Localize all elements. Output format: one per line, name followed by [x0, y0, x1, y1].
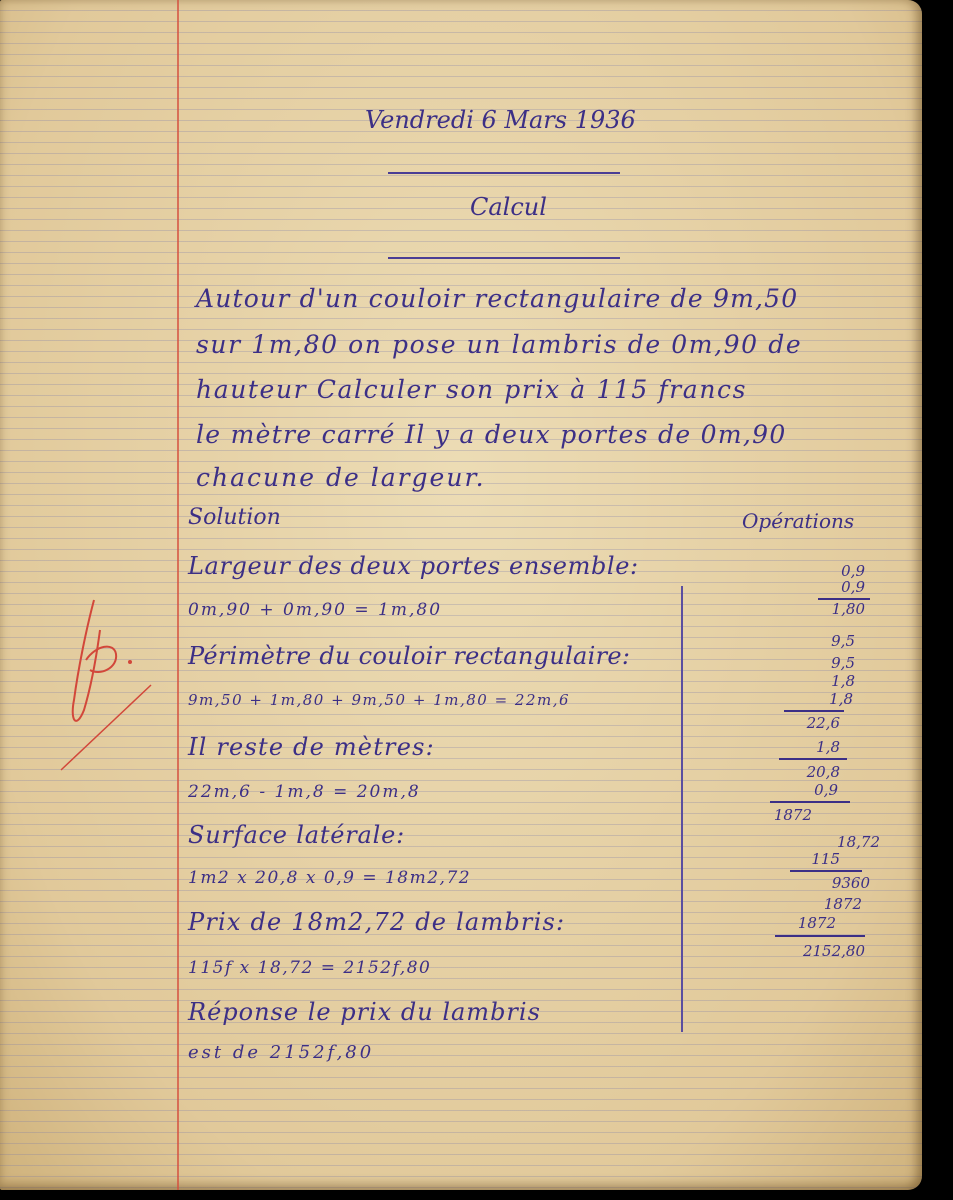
solution-line: 115f x 18,72 = 2152f,80: [188, 958, 432, 978]
operation-value: 1872: [823, 895, 862, 913]
solution-line: Il reste de mètres:: [188, 733, 435, 761]
operation-value: 22,6: [806, 714, 840, 732]
operation-value: 1,8: [831, 672, 855, 690]
problem-line: le mètre carré Il y a deux portes de 0m,90: [196, 420, 787, 449]
solution-line: Périmètre du couloir rectangulaire:: [188, 642, 631, 670]
problem-line: hauteur Calculer son prix à 115 francs: [196, 375, 748, 404]
operation-rule: [779, 758, 847, 760]
problem-line: sur 1m,80 on pose un lambris de 0m,90 de: [196, 330, 803, 359]
solution-line: 0m,90 + 0m,90 = 1m,80: [188, 600, 443, 620]
solution-line: Prix de 18m2,72 de lambris:: [188, 908, 566, 936]
solution-label: Solution: [188, 505, 281, 530]
solution-line: 22m,6 - 1m,8 = 20m,8: [188, 782, 421, 802]
operation-value: 1872: [797, 914, 836, 932]
solution-line: 1m2 x 20,8 x 0,9 = 18m2,72: [188, 868, 472, 888]
operation-value: 0,9: [841, 562, 865, 580]
date-heading: Vendredi 6 Mars 1936: [365, 106, 636, 134]
operation-value: 18,72: [837, 833, 880, 851]
operation-value: 1,8: [829, 690, 853, 708]
solution-line: 9m,50 + 1m,80 + 9m,50 + 1m,80 = 22m,6: [188, 691, 571, 709]
title-rule-bottom: [388, 257, 620, 259]
operation-rule: [784, 710, 844, 712]
title-rule-top: [388, 172, 620, 174]
solution-line: Surface latérale:: [188, 821, 406, 849]
operation-value: 1,80: [831, 600, 865, 618]
problem-line: Autour d'un couloir rectangulaire de 9m,50: [196, 284, 799, 313]
operation-rule: [775, 935, 865, 937]
operation-value: 20,8: [806, 763, 840, 781]
operation-value: 9360: [831, 874, 870, 892]
operation-value: 0,9: [814, 781, 838, 799]
teacher-mark-drawing: [56, 590, 156, 780]
operation-value: 115: [811, 850, 840, 868]
operation-rule: [770, 801, 850, 803]
solution-line: est de 2152f,80: [188, 1042, 375, 1063]
subject-title: Calcul: [470, 193, 547, 221]
solution-line: Largeur des deux portes ensemble:: [188, 552, 639, 580]
solution-line: Réponse le prix du lambris: [188, 998, 541, 1026]
operation-value: 1872: [773, 806, 812, 824]
operation-rule: [790, 870, 862, 872]
operation-value: 1,8: [816, 738, 840, 756]
operation-value: 0,9: [841, 578, 865, 596]
margin-line: [177, 0, 179, 1190]
teacher-mark: [56, 590, 156, 785]
operation-value: 2152,80: [802, 942, 865, 960]
operations-divider: [681, 586, 683, 1032]
operation-value: 9,5: [831, 632, 855, 650]
operations-label: Opérations: [742, 509, 855, 533]
operation-value: 9,5: [831, 654, 855, 672]
problem-line: chacune de largeur.: [196, 463, 486, 492]
